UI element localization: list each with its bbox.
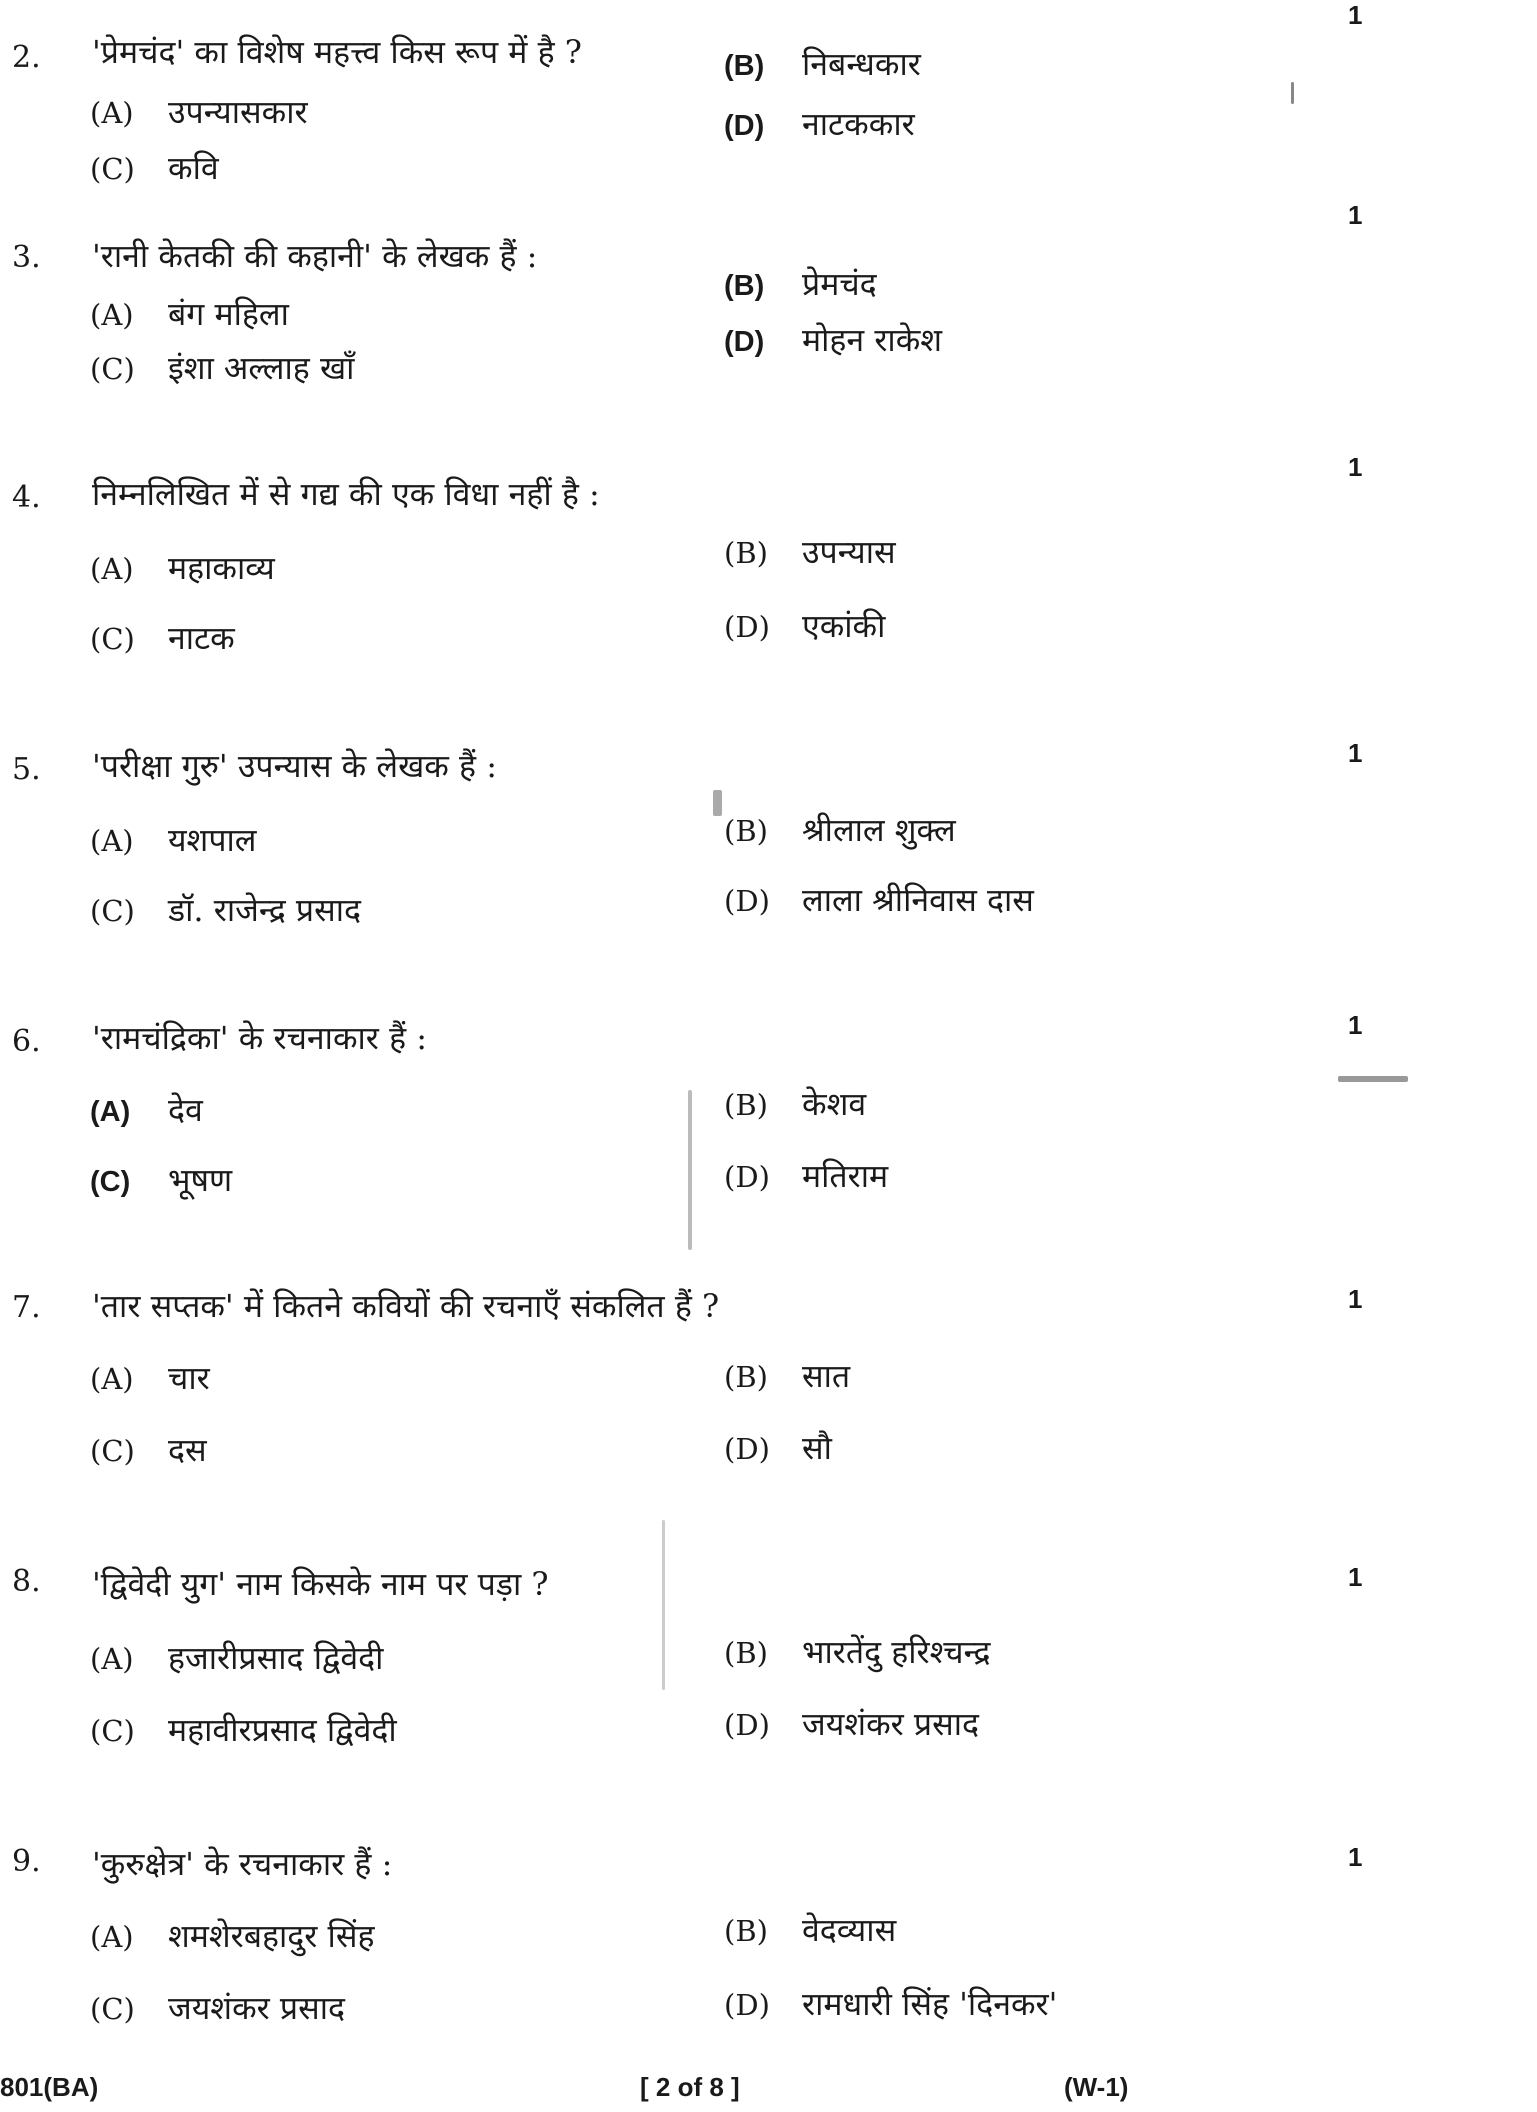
option-text: निबन्धकार — [802, 45, 921, 83]
option-text: लाला श्रीनिवास दास — [802, 881, 1034, 919]
option-b — [724, 1908, 896, 1951]
option-label: (D) — [724, 1160, 770, 1194]
option-c — [90, 616, 235, 659]
option-d — [724, 318, 942, 361]
option-d — [724, 878, 1034, 921]
option-label: (A) — [90, 298, 134, 332]
option-label: (C) — [90, 1434, 135, 1468]
option-label: (B) — [724, 1636, 768, 1670]
question-text: 'परीक्षा गुरु' उपन्यास के लेखक हैं : — [92, 747, 497, 785]
option-label: (D) — [724, 326, 765, 358]
option-a — [90, 1356, 210, 1399]
question-number: 5. — [12, 752, 41, 787]
option-label: (D) — [724, 110, 765, 142]
option-b — [724, 42, 921, 85]
option-text: केशव — [802, 1085, 867, 1123]
option-text: भूषण — [168, 1161, 233, 1199]
option-text: यशपाल — [168, 821, 257, 859]
option-a — [90, 818, 256, 861]
option-label: (A) — [90, 1920, 134, 1954]
question-marks: 1 — [1348, 738, 1363, 768]
question-text: निम्नलिखित में से गद्य की एक विधा नहीं है : — [92, 475, 600, 513]
option-label: (B) — [724, 1914, 768, 1948]
question-marks: 1 — [1348, 1010, 1363, 1040]
option-b — [724, 262, 877, 305]
option-c — [90, 146, 219, 189]
option-d — [724, 1702, 979, 1745]
question-number: 7. — [12, 1290, 41, 1325]
option-d — [724, 604, 885, 647]
option-text: बंग महिला — [168, 295, 289, 333]
footer-series: (W-1) — [1064, 2072, 1129, 2102]
footer-paper-code: 801(BA) — [0, 2072, 99, 2102]
option-label: (B) — [724, 270, 765, 302]
option-text: मोहन राकेश — [802, 321, 943, 359]
question-marks: 1 — [1348, 1842, 1363, 1872]
question-number: 3. — [12, 240, 41, 275]
option-label: (D) — [724, 884, 770, 918]
option-text: सात — [802, 1357, 851, 1395]
question-text: 'द्विवेदी युग' नाम किसके नाम पर पड़ा ? — [92, 1565, 549, 1603]
option-label: (D) — [724, 1988, 770, 2022]
option-text: प्रेमचंद — [802, 265, 877, 303]
option-label: (A) — [90, 1642, 134, 1676]
option-text: हजारीप्रसाद द्विवेदी — [168, 1639, 384, 1677]
question-marks: 1 — [1348, 1562, 1363, 1592]
option-label: (B) — [724, 1088, 768, 1122]
option-text: दस — [168, 1431, 207, 1469]
question-text: 'रामचंद्रिका' के रचनाकार हैं : — [92, 1019, 428, 1057]
option-a — [90, 90, 308, 133]
option-d — [724, 1426, 832, 1469]
option-label: (C) — [90, 622, 135, 656]
option-text: उपन्यासकार — [168, 93, 308, 131]
option-a — [90, 292, 289, 335]
option-label: (D) — [724, 610, 770, 644]
question-text: 'तार सप्तक' में कितने कवियों की रचनाएँ संकलित हैं ? — [92, 1287, 720, 1325]
question-number: 9. — [12, 1844, 41, 1879]
option-label: (C) — [90, 152, 135, 186]
question-marks: 1 — [1348, 0, 1363, 30]
option-text: चार — [168, 1359, 210, 1397]
option-text: उपन्यास — [802, 533, 896, 571]
option-label: (C) — [90, 1714, 135, 1748]
option-text: भारतेंदु हरिश्चन्द्र — [802, 1633, 991, 1671]
question-marks: 1 — [1348, 200, 1363, 230]
option-label: (D) — [724, 1708, 770, 1742]
option-text: एकांकी — [802, 607, 886, 645]
option-d — [724, 1982, 1057, 2025]
option-c — [90, 1428, 207, 1471]
option-c — [90, 1158, 232, 1201]
option-label: (D) — [724, 1432, 770, 1466]
question-text: 'कुरुक्षेत्र' के रचनाकार हैं : — [92, 1845, 393, 1883]
option-text: शमशेरबहादुर सिंह — [168, 1917, 375, 1955]
question-number: 2. — [12, 40, 41, 75]
option-text: मतिराम — [802, 1157, 889, 1195]
option-label: (B) — [724, 814, 768, 848]
option-label: (A) — [90, 552, 134, 586]
option-text: नाटक — [168, 619, 235, 657]
option-b — [724, 1354, 850, 1397]
option-text: वेदव्यास — [802, 1911, 897, 1949]
option-a — [90, 1636, 383, 1679]
question-marks: 1 — [1348, 452, 1363, 482]
option-text: महावीरप्रसाद द्विवेदी — [168, 1711, 397, 1749]
option-label: (A) — [90, 1096, 131, 1128]
option-label: (A) — [90, 96, 134, 130]
option-a — [90, 546, 275, 589]
question-number: 6. — [12, 1024, 41, 1059]
option-text: देव — [168, 1091, 203, 1129]
option-d — [724, 102, 915, 145]
option-c — [90, 346, 354, 389]
option-text: श्रीलाल शुक्ल — [802, 811, 956, 849]
scan-speck — [662, 1520, 665, 1690]
scan-speck — [688, 1090, 692, 1250]
option-b — [724, 808, 956, 851]
option-a — [90, 1914, 374, 1957]
option-label: (B) — [724, 1360, 768, 1394]
option-label: (C) — [90, 1166, 131, 1198]
option-b — [724, 530, 896, 573]
option-label: (B) — [724, 536, 768, 570]
option-label: (A) — [90, 824, 134, 858]
option-label: (C) — [90, 894, 135, 928]
option-text: जयशंकर प्रसाद — [168, 1989, 346, 2027]
option-text: जयशंकर प्रसाद — [802, 1705, 980, 1743]
option-text: नाटककार — [802, 105, 915, 143]
option-c — [90, 1708, 397, 1751]
option-label: (A) — [90, 1362, 134, 1396]
option-a — [90, 1088, 203, 1131]
question-text: 'रानी केतकी की कहानी' के लेखक हैं : — [92, 237, 538, 275]
option-b — [724, 1630, 990, 1673]
option-label: (C) — [90, 352, 135, 386]
option-d — [724, 1154, 888, 1197]
option-label: (C) — [90, 1992, 135, 2026]
question-text: 'प्रेमचंद' का विशेष महत्त्व किस रूप में है ? — [92, 33, 582, 71]
option-text: इंशा अल्लाह खाँ — [168, 349, 355, 387]
option-c — [90, 888, 361, 931]
option-text: कवि — [168, 149, 219, 187]
question-marks: 1 — [1348, 1284, 1363, 1314]
question-number: 8. — [12, 1564, 41, 1599]
option-label: (B) — [724, 50, 765, 82]
option-text: महाकाव्य — [168, 549, 275, 587]
scan-speck — [713, 790, 722, 816]
option-c — [90, 1986, 345, 2029]
option-b — [724, 1082, 866, 1125]
footer-page-number: [ 2 of 8 ] — [640, 2072, 740, 2102]
option-text: रामधारी सिंह 'दिनकर' — [802, 1985, 1058, 2023]
question-number: 4. — [12, 480, 41, 515]
scan-speck — [1291, 82, 1294, 104]
scan-speck — [1338, 1076, 1408, 1082]
option-text: डॉ. राजेन्द्र प्रसाद — [168, 891, 362, 929]
option-text: सौ — [802, 1429, 832, 1467]
